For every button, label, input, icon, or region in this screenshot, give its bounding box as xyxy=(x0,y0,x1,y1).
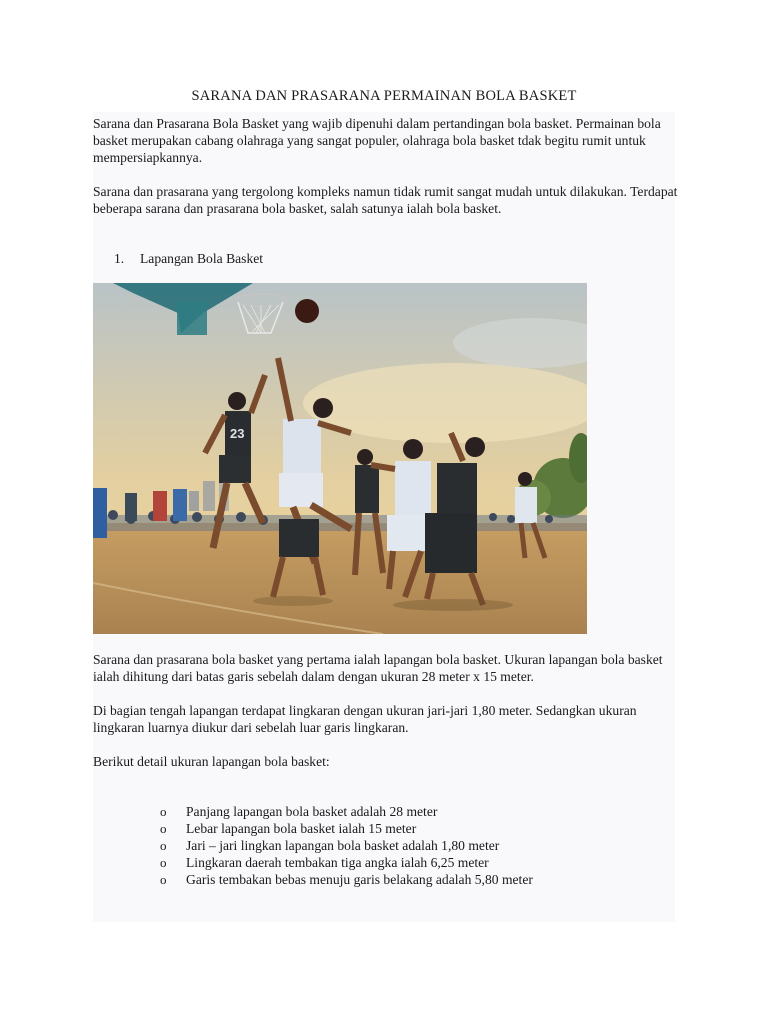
center-circle-paragraph: Di bagian tengah lapangan terdapat lingkaran dengan ukuran jari-jari 1,80 meter. Sedangkan ukuran lingkaran luarnya diukur dari sebelah luar garis lingkaran. xyxy=(93,703,637,735)
bullet-marker: o xyxy=(160,838,167,853)
detail-intro-paragraph: Berikut detail ukuran lapangan bola basket: xyxy=(93,754,330,769)
list-item-label: Lapangan Bola Basket xyxy=(140,251,264,266)
list-item xyxy=(160,820,533,837)
numbered-list-item xyxy=(114,251,263,267)
list-item xyxy=(160,803,533,820)
list-item-text: Garis tembakan bebas menuju garis belakang adalah 5,80 meter xyxy=(186,872,533,887)
list-item-text: Jari – jari lingkan lapangan bola basket adalah 1,80 meter xyxy=(186,838,500,853)
list-item-text: Lingkaran daerah tembakan tiga angka ialah 6,25 meter xyxy=(186,855,489,870)
list-item xyxy=(160,854,533,871)
size-detail-list xyxy=(160,803,533,888)
list-number: 1. xyxy=(114,251,125,266)
bullet-marker: o xyxy=(160,821,167,836)
bullet-marker: o xyxy=(160,855,167,870)
basketball-game-photo xyxy=(93,283,587,634)
bullet-marker: o xyxy=(160,872,167,887)
document-title: SARANA DAN PRASARANA PERMAINAN BOLA BASKET xyxy=(191,88,577,104)
list-item-text: Lebar lapangan bola basket ialah 15 meter xyxy=(186,821,417,836)
bullet-marker: o xyxy=(160,804,167,819)
field-size-paragraph: Sarana dan prasarana bola basket yang pertama ialah lapangan bola basket. Ukuran lapangan bola basket ialah dihitung dari batas garis sebelah dalam dengan ukuran 28 meter x 15 meter. xyxy=(93,652,663,684)
list-item-text: Panjang lapangan bola basket adalah 28 meter xyxy=(186,804,438,819)
second-paragraph: Sarana dan prasarana yang tergolong kompleks namun tidak rumit sangat mudah untuk dilakukan. Terdapat beberapa sarana dan prasarana bola basket, salah satunya ialah bola basket. xyxy=(93,184,678,216)
list-item xyxy=(160,871,533,888)
list-item xyxy=(160,837,533,854)
intro-paragraph: Sarana dan Prasarana Bola Basket yang wajib dipenuhi dalam pertandingan bola basket. Permainan bola basket merupakan cabang olahraga yang sangat populer, olahraga bola basket tdak begitu rumit untuk mempersiapkannya. xyxy=(93,116,661,165)
photo-jersey-number: 23 xyxy=(230,426,245,441)
